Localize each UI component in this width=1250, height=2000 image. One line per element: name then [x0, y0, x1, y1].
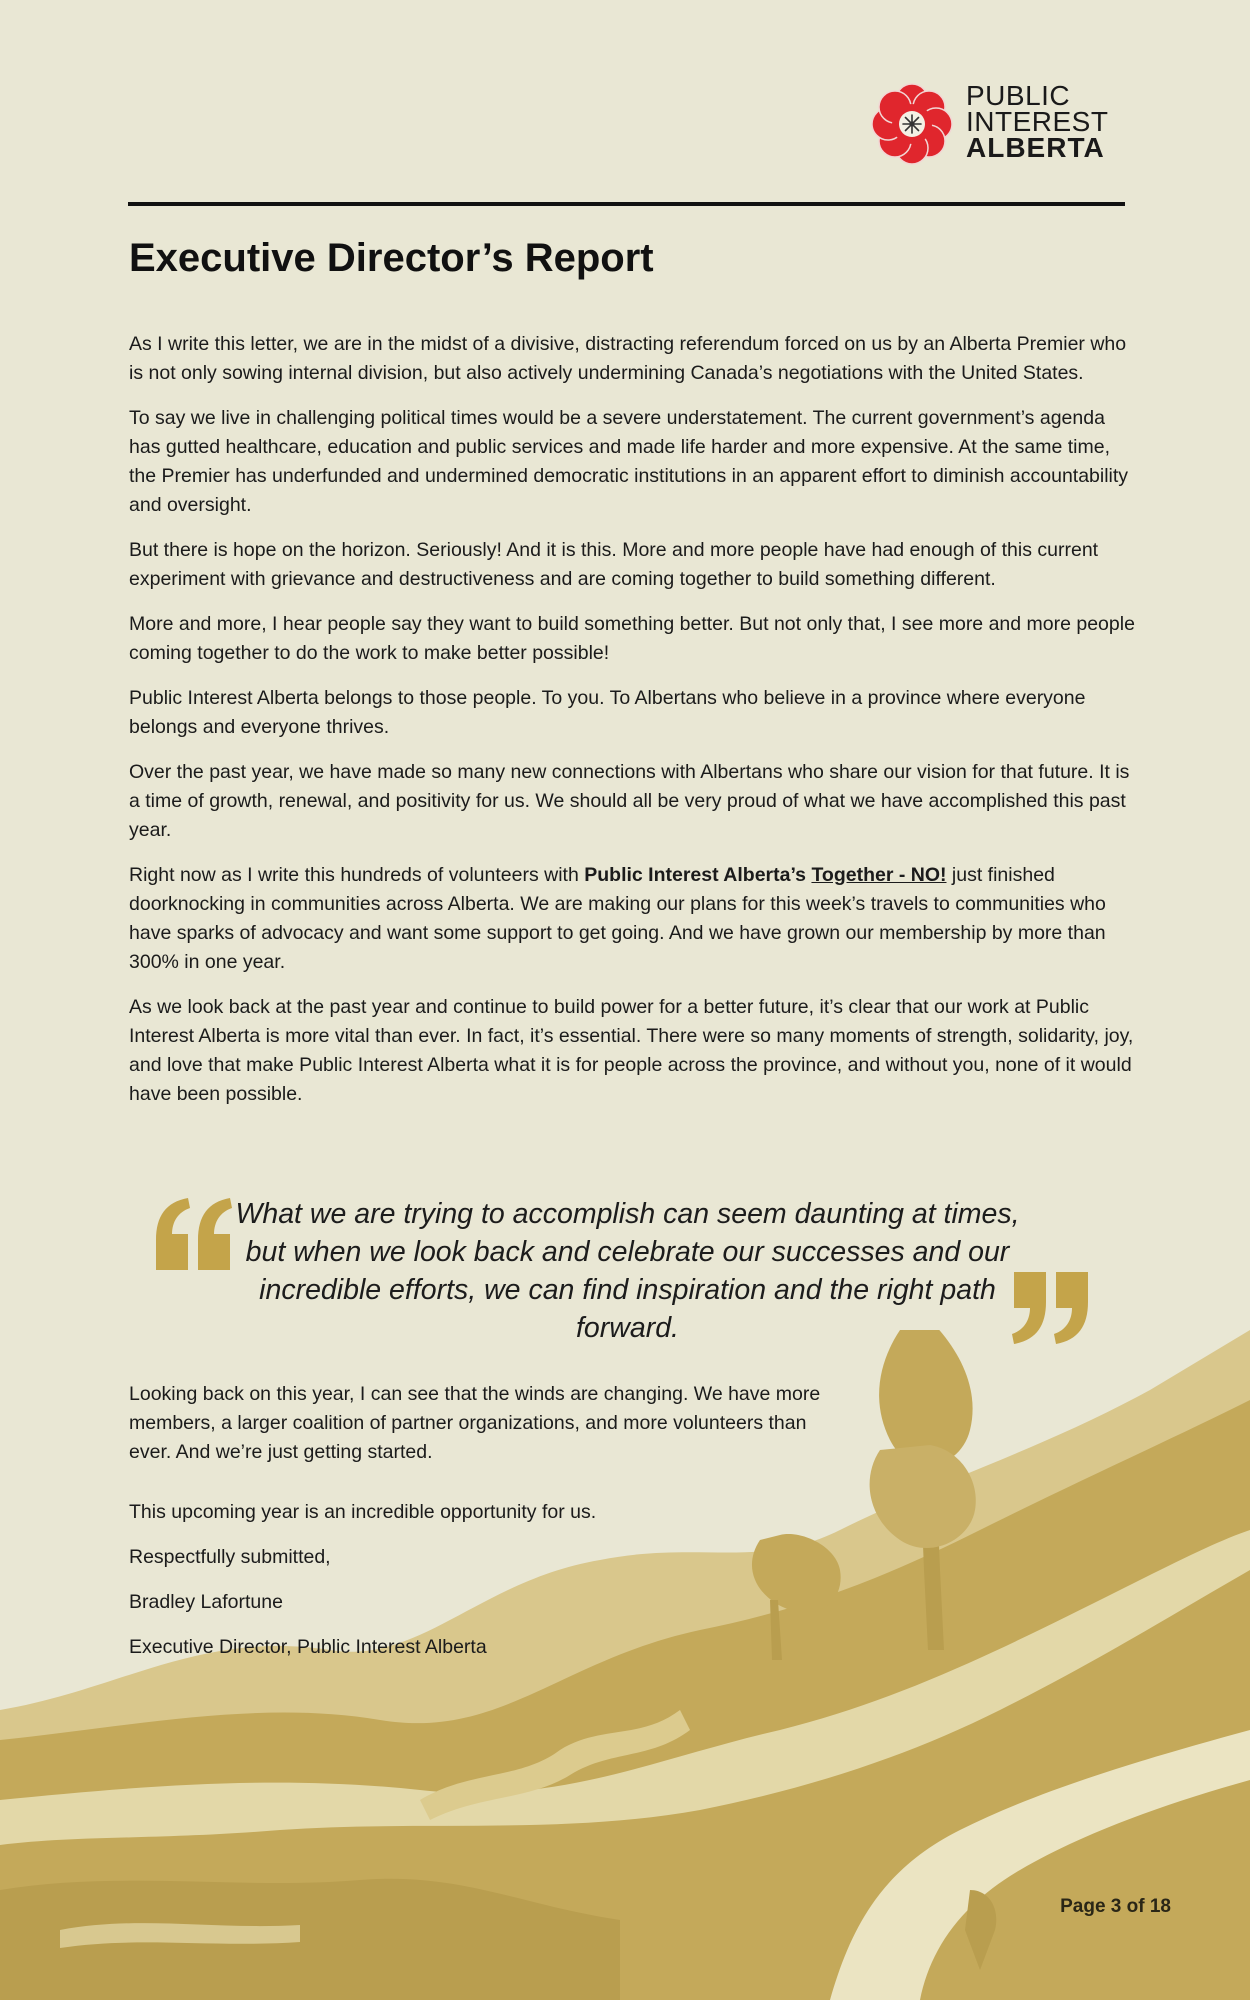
header-divider: [128, 202, 1125, 206]
paragraph-2: To say we live in challenging political times would be a severe understatement. The current government’s agenda has gutted healthcare, education and public services and made life harder and more expensive. At the same time, the Premier has underfunded and undermined democratic institutions in an apparent effort to diminish accountability and oversight.: [129, 407, 1129, 516]
logo-line-3: ALBERTA: [966, 132, 1105, 163]
close-quote-icon: [1010, 1272, 1090, 1344]
report-body: [129, 330, 1139, 1125]
page-title: Executive Director’s Report: [129, 236, 654, 280]
campaign-link[interactable]: Together - NO!: [811, 864, 947, 886]
pull-quote: What we are trying to accomplish can seem daunting at times, but when we look back and celebrate our successes and our incredible efforts, we can find inspiration and the right path forward.: [235, 1198, 1020, 1344]
paragraph-3: But there is hope on the horizon. Seriously! And it is this. More and more people have had enough of this current experiment with grievance and destructiveness and are coming together to build something different.: [129, 539, 1099, 590]
paragraph-volunteers: [129, 861, 1139, 977]
logo-line-1: PUBLIC: [966, 80, 1071, 111]
closing-line: This upcoming year is an incredible opportunity for us.: [129, 1501, 597, 1523]
sign-off: Respectfully submitted,: [129, 1546, 331, 1568]
paragraph-4: More and more, I hear people say they want to build something better. But not only that, I see more and more people coming together to do the work to make better possible!: [129, 613, 1135, 664]
volunteer-text-start: Right now as I write this hundreds of volunteers with: [129, 864, 585, 886]
paragraph-6: Over the past year, we have made so many new connections with Albertans who share our vision for that future. It is a time of growth, renewal, and positivity for us. We should all be very proud of what we have accomplished this past year.: [129, 761, 1130, 841]
logo-line-2: INTEREST: [966, 106, 1109, 137]
paragraph-last: As we look back at the past year and continue to build power for a better future, it’s clear that our work at Public Interest Alberta is more vital than ever. In fact, it’s essential. There were so many moments of strength, solidarity, joy, and love that make Public Interest Alberta what it is for people across the province, and without you, none of it would have been possible.: [129, 996, 1134, 1105]
page-number: Page 3 of 18: [1060, 1896, 1171, 1917]
closing-paragraph: Looking back on this year, I can see that the winds are changing. We have more members, a larger coalition of partner organizations, and more volunteers than ever. And we’re just getting started.: [129, 1383, 821, 1463]
open-quote-icon: [154, 1198, 234, 1270]
signature-name: Bradley Lafortune: [129, 1591, 283, 1613]
org-name-bold: Public Interest Alberta’s: [584, 864, 807, 886]
paragraph-5: Public Interest Alberta belongs to those people. To you. To Albertans who believe in a province where everyone belongs and everyone thrives.: [129, 687, 1086, 738]
volunteer-text-end: just finished doorknocking in communities across Alberta. We are making our plans for this week’s travels to communities who have sparks of advocacy and want some support to get going. And we have grown our membership by more than 300% in one year.: [129, 864, 1106, 973]
closing-section: [129, 1380, 829, 1662]
paragraph-1: As I write this letter, we are in the midst of a divisive, distracting referendum forced on us by an Alberta Premier who is not only sowing internal division, but also actively undermining Canada’s negotiations with the United States.: [129, 333, 1127, 384]
signature-title: Executive Director, Public Interest Alberta: [129, 1636, 487, 1658]
flower-logo-icon: [868, 80, 956, 168]
